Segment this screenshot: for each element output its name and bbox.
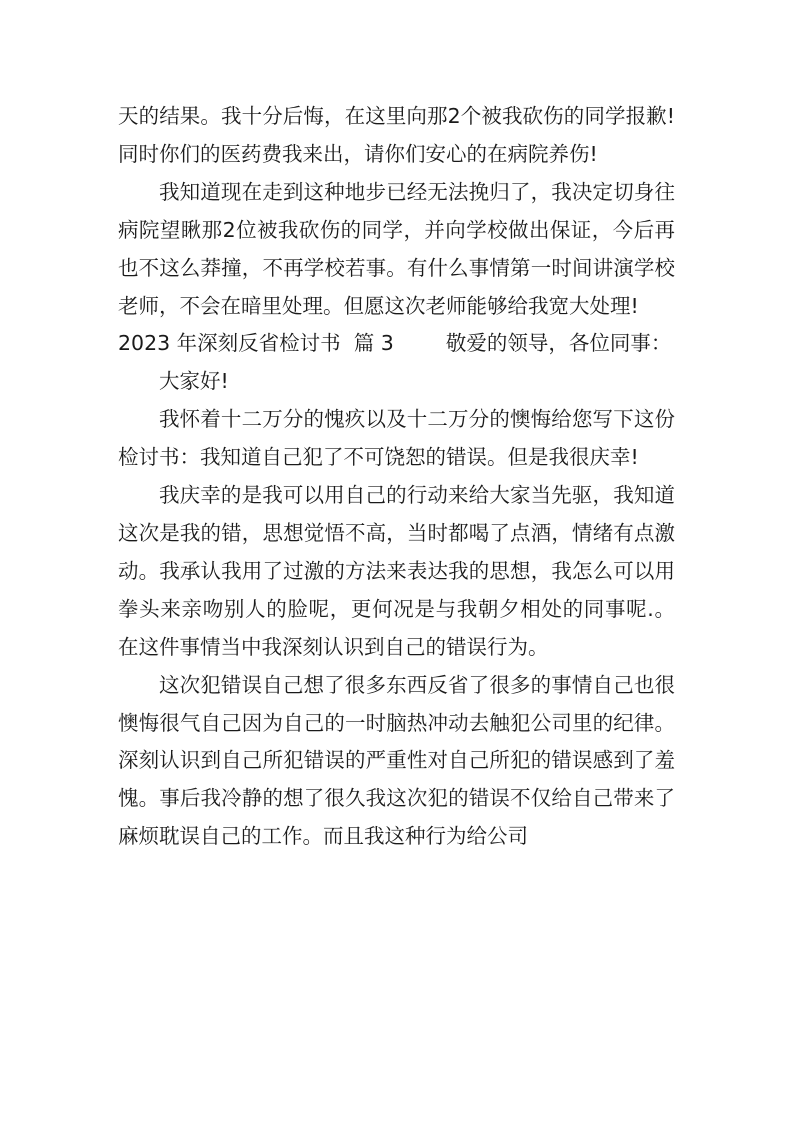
paragraph: 我知道现在走到这种地步已经无法挽归了，我决定切身往病院望瞅那2位被我砍伤的同学，并向学校做出保证，今后再也不这么莽撞，不再学校若事。有什么事情第一时间讲演学校老师，不会在暗里处理。但愿这次老师能够给我宽大处理!	[118, 179, 675, 318]
paragraph: 我怀着十二万分的愧疚以及十二万分的懊悔给您写下这份检讨书：我知道自己犯了不可饶恕的错误。但是我很庆幸!	[118, 407, 675, 470]
document-body	[118, 98, 675, 856]
paragraph: 这次犯错误自己想了很多东西反省了很多的事情自己也很懊悔很气自己因为自己的一时脑热冲动去触犯公司里的纪律。深刻认识到自己所犯错误的严重性对自己所犯的错误感到了羞愧。事后我冷静的想了很久我这次犯的错误不仅给自己带来了麻烦耽误自己的工作。而且我这种行为给公司	[118, 672, 675, 849]
greeting: 大家好!	[159, 369, 229, 394]
paragraph-continuation: 天的结果。我十分后悔，在这里向那2个被我砍伤的同学报歉!同时你们的医药费我来出，请你们安心的在病院养伤!	[118, 104, 675, 166]
paragraph: 我庆幸的是我可以用自己的行动来给大家当先驱，我知道这次是我的错，思想觉悟不高，当时都喝了点酒，情绪有点激动。我承认我用了过激的方法来表达我的思想，我怎么可以用拳头来亲吻别人的脸呢，更何况是与我朝夕相处的同事呢.。在这件事情当中我深刻认识到自己的错误行为。	[118, 483, 675, 659]
section-heading: 2023 年深刻反省检讨书 篇 3 敬爱的领导，各位同事：	[118, 331, 672, 356]
